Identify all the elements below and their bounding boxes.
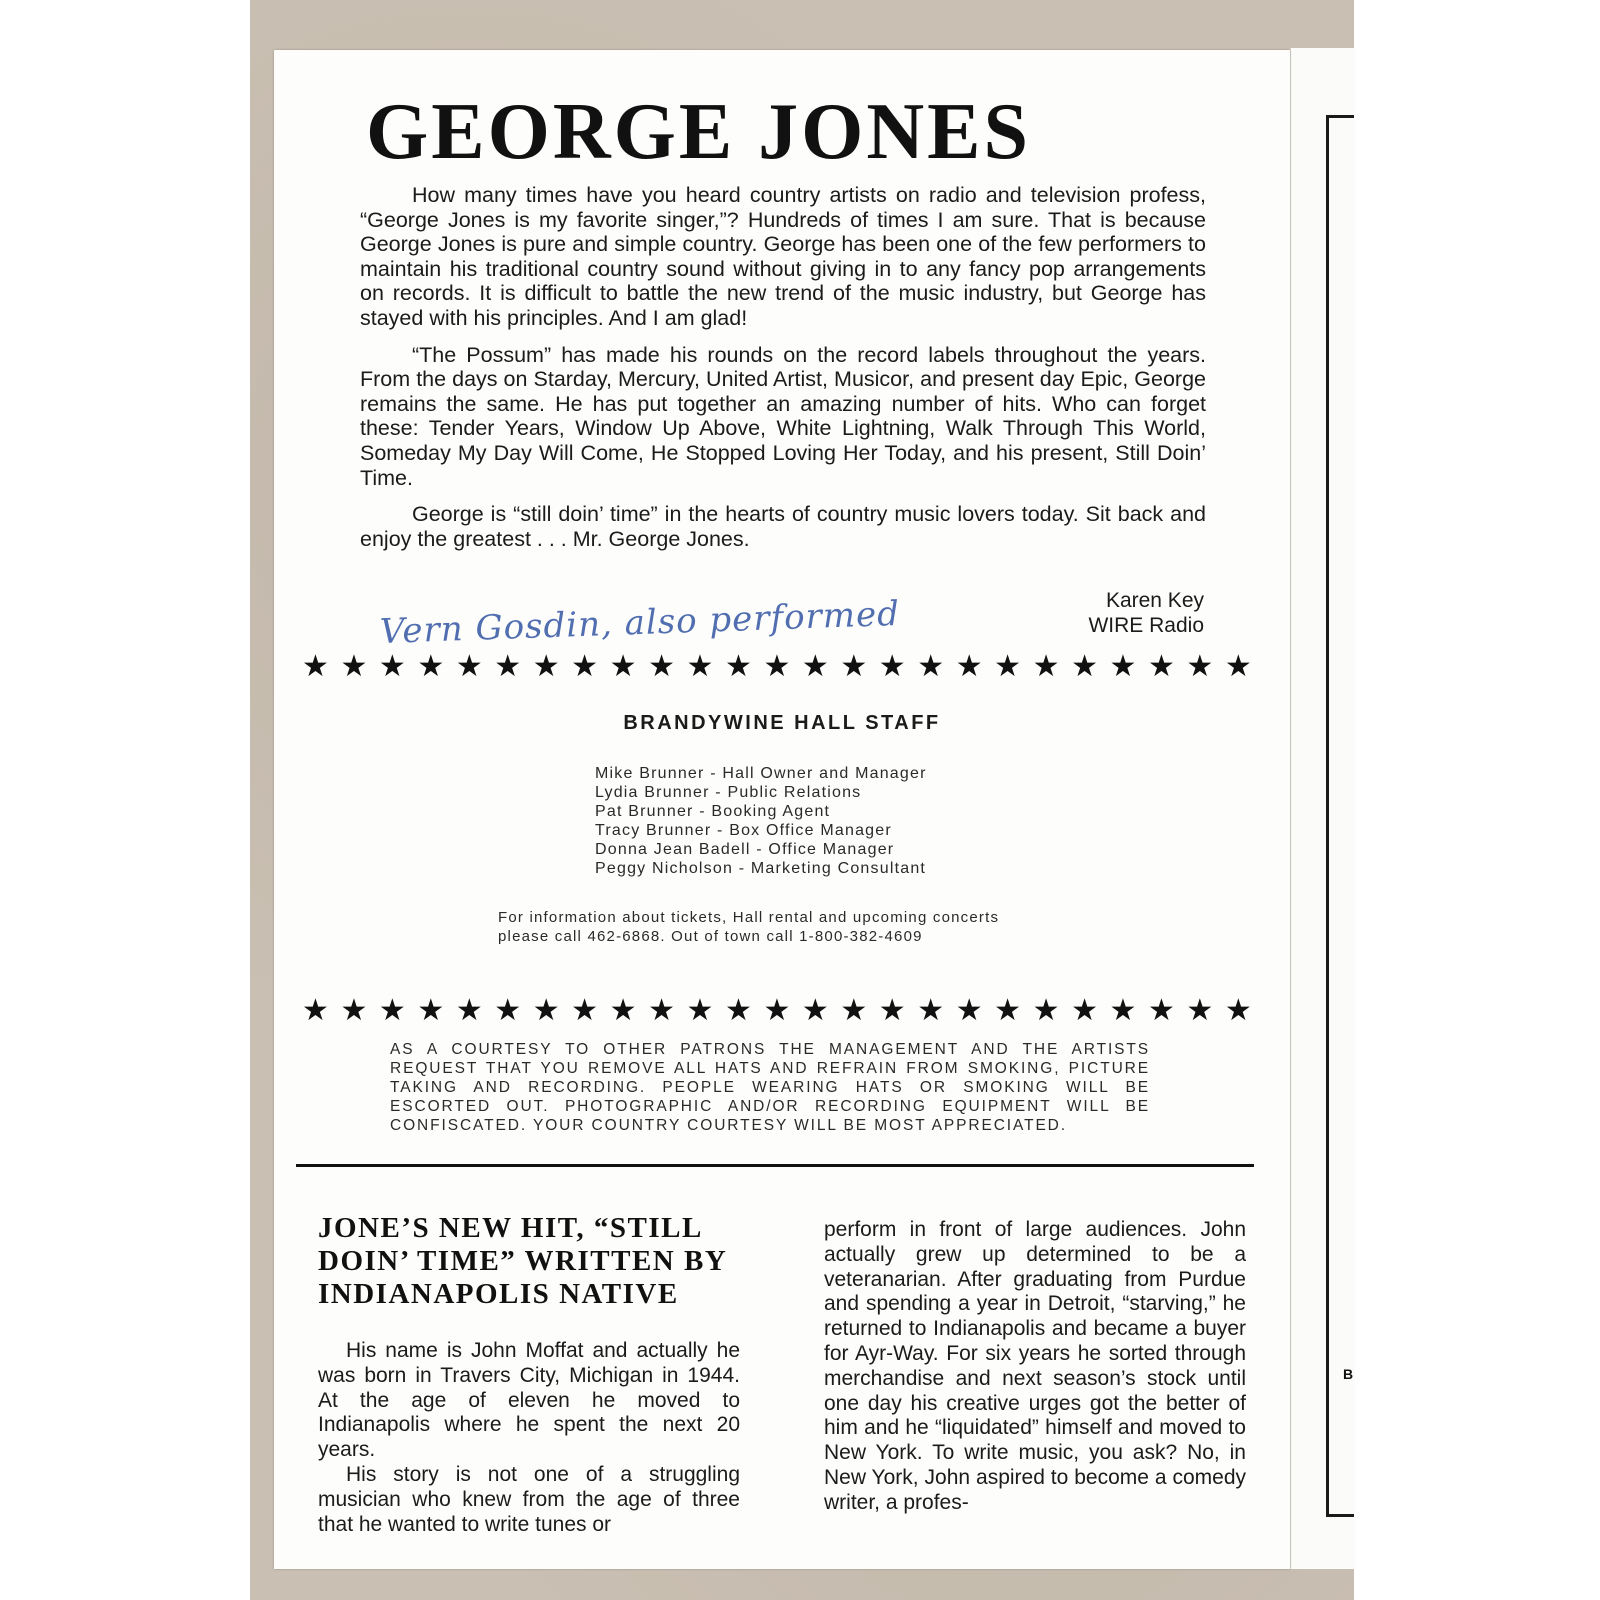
staff-member: Peggy Nicholson - Marketing Consultant <box>595 860 927 877</box>
star-icon: ★ <box>340 993 368 1028</box>
star-icon: ★ <box>1147 649 1175 684</box>
handwritten-note: Vern Gosdin, also performed <box>379 593 901 652</box>
story-column-right <box>824 1218 1246 1516</box>
article-paragraph: George is “still doin’ time” in the hearts of country music lovers today. Sit back and enjoy the greatest . . . Mr. George Jones. <box>360 502 1206 551</box>
star-icon: ★ <box>917 649 945 684</box>
star-icon: ★ <box>455 993 483 1028</box>
staff-member: Mike Brunner - Hall Owner and Manager <box>595 765 927 782</box>
staff-member: Tracy Brunner - Box Office Manager <box>595 822 892 839</box>
star-icon: ★ <box>532 993 560 1028</box>
star-icon: ★ <box>1071 993 1098 1028</box>
star-icon: ★ <box>302 649 329 684</box>
staff-member: Donna Jean Badell - Office Manager <box>595 841 895 858</box>
star-icon: ★ <box>724 649 752 684</box>
story-column-left <box>318 1339 740 1537</box>
story-paragraph: perform in front of large audiences. John actually grew up determined to be a veteranarian. After graduating from Purdue and spending a year in Detroit, “starving,” he returned to Indianapolis and became a buyer for Ayr-Way. For six years he sorted through merchandise and next season’s stock until one day his creative urges got the better of him and he “liquidated” himself and moved to New York. To write music, you ask? No, in New York, John aspired to become a comedy writer, a profes- <box>824 1218 1246 1514</box>
star-icon: ★ <box>609 649 637 684</box>
staff-list <box>595 764 927 878</box>
star-icon: ★ <box>571 993 599 1028</box>
star-icon: ★ <box>648 649 675 684</box>
star-divider-top <box>302 649 1252 684</box>
star-icon: ★ <box>378 649 406 684</box>
star-icon: ★ <box>763 993 791 1028</box>
star-icon: ★ <box>302 993 329 1028</box>
star-icon: ★ <box>1032 993 1060 1028</box>
section-rule <box>296 1164 1254 1167</box>
star-icon: ★ <box>609 993 637 1028</box>
ticket-info <box>498 908 1098 946</box>
star-icon: ★ <box>1071 649 1098 684</box>
star-icon: ★ <box>1147 993 1175 1028</box>
staff-member: Lydia Brunner - Public Relations <box>595 784 862 801</box>
star-icon: ★ <box>763 649 791 684</box>
star-icon: ★ <box>878 649 906 684</box>
star-icon: ★ <box>571 649 599 684</box>
star-icon: ★ <box>1224 993 1252 1028</box>
star-icon: ★ <box>955 993 983 1028</box>
star-icon: ★ <box>340 649 368 684</box>
star-icon: ★ <box>686 993 714 1028</box>
star-icon: ★ <box>1224 649 1252 684</box>
star-icon: ★ <box>1186 993 1214 1028</box>
star-divider-bottom <box>302 993 1252 1028</box>
star-icon: ★ <box>917 993 945 1028</box>
star-icon: ★ <box>378 993 406 1028</box>
star-icon: ★ <box>955 649 983 684</box>
courtesy-notice: AS A COURTESY TO OTHER PATRONS THE MANAGEMENT AND THE ARTISTS REQUEST THAT YOU REMOVE ALL HATS AND REFRAIN FROM SMOKING, PICTURE TAKING AND RECORDING. PEOPLE WEARING HATS OR SMOKING WILL BE ESCORTED OUT. PHOTOGRAPHIC AND/OR RECORDING EQUIPMENT WILL BE CONFISCATED. YOUR COUNTRY COURTESY WILL BE MOST APPRECIATED. <box>390 1041 1150 1134</box>
signoff-name: Karen Key <box>1105 589 1204 612</box>
star-icon: ★ <box>801 993 829 1028</box>
star-icon: ★ <box>494 993 522 1028</box>
article-signoff <box>960 588 1204 638</box>
page-title: GEORGE JONES <box>366 88 1032 176</box>
ticket-info-line: For information about tickets, Hall rental and upcoming concerts <box>498 909 1000 926</box>
star-icon: ★ <box>1186 649 1214 684</box>
adjacent-page-letter: B <box>1343 1366 1354 1382</box>
star-icon: ★ <box>1109 993 1137 1028</box>
staff-member: Pat Brunner - Booking Agent <box>595 803 831 820</box>
story-headline: JONE’S NEW HIT, “STILL DOIN’ TIME” WRITTEN BY INDIANAPOLIS NATIVE <box>318 1212 727 1310</box>
star-icon: ★ <box>840 649 868 684</box>
star-icon: ★ <box>532 649 560 684</box>
story-paragraph: His story is not one of a struggling musician who knew from the age of three that he wanted to write tunes or <box>318 1462 740 1536</box>
staff-heading: BRANDYWINE HALL STAFF <box>623 712 941 734</box>
star-icon: ★ <box>724 993 752 1028</box>
star-icon: ★ <box>994 649 1022 684</box>
star-icon: ★ <box>1032 649 1060 684</box>
ticket-info-line: please call 462-6868. Out of town call 1-800-382-4609 <box>498 928 923 945</box>
star-icon: ★ <box>1109 649 1137 684</box>
star-icon: ★ <box>686 649 714 684</box>
star-icon: ★ <box>494 649 522 684</box>
star-icon: ★ <box>417 649 445 684</box>
star-icon: ★ <box>455 649 483 684</box>
article-body <box>360 183 1206 563</box>
star-icon: ★ <box>648 993 675 1028</box>
adjacent-page-bracket <box>1326 115 1354 1517</box>
signoff-org: WIRE Radio <box>1088 614 1204 637</box>
article-paragraph: “The Possum” has made his rounds on the record labels throughout the years. From the days on Starday, Mercury, United Artist, Musicor, and present day Epic, George remains the same. He has put together an amazing number of hits. Who can forget these: Tender Years, Window Up Above, White Lightning, Walk Through This World, Someday My Day Will Come, He Stopped Loving Her Today, and his present, Still Doin’ Time. <box>360 342 1206 490</box>
star-icon: ★ <box>994 993 1022 1028</box>
star-icon: ★ <box>801 649 829 684</box>
star-icon: ★ <box>878 993 906 1028</box>
story-paragraph: His name is John Moffat and actually he was born in Travers City, Michigan in 1944. At the age of eleven he moved to Indianapolis where he spent the next 20 years. <box>318 1339 740 1462</box>
star-icon: ★ <box>417 993 445 1028</box>
star-icon: ★ <box>840 993 868 1028</box>
article-paragraph: How many times have you heard country artists on radio and television profess, “George Jones is my favorite singer,”? Hundreds of times I am sure. That is because George Jones is pure and simple country. George has been one of the few performers to maintain his traditional country sound without giving in to any fancy pop arrangements on records. It is difficult to battle the new trend of the music industry, but George has stayed with his principles. And I am glad! <box>360 183 1206 330</box>
